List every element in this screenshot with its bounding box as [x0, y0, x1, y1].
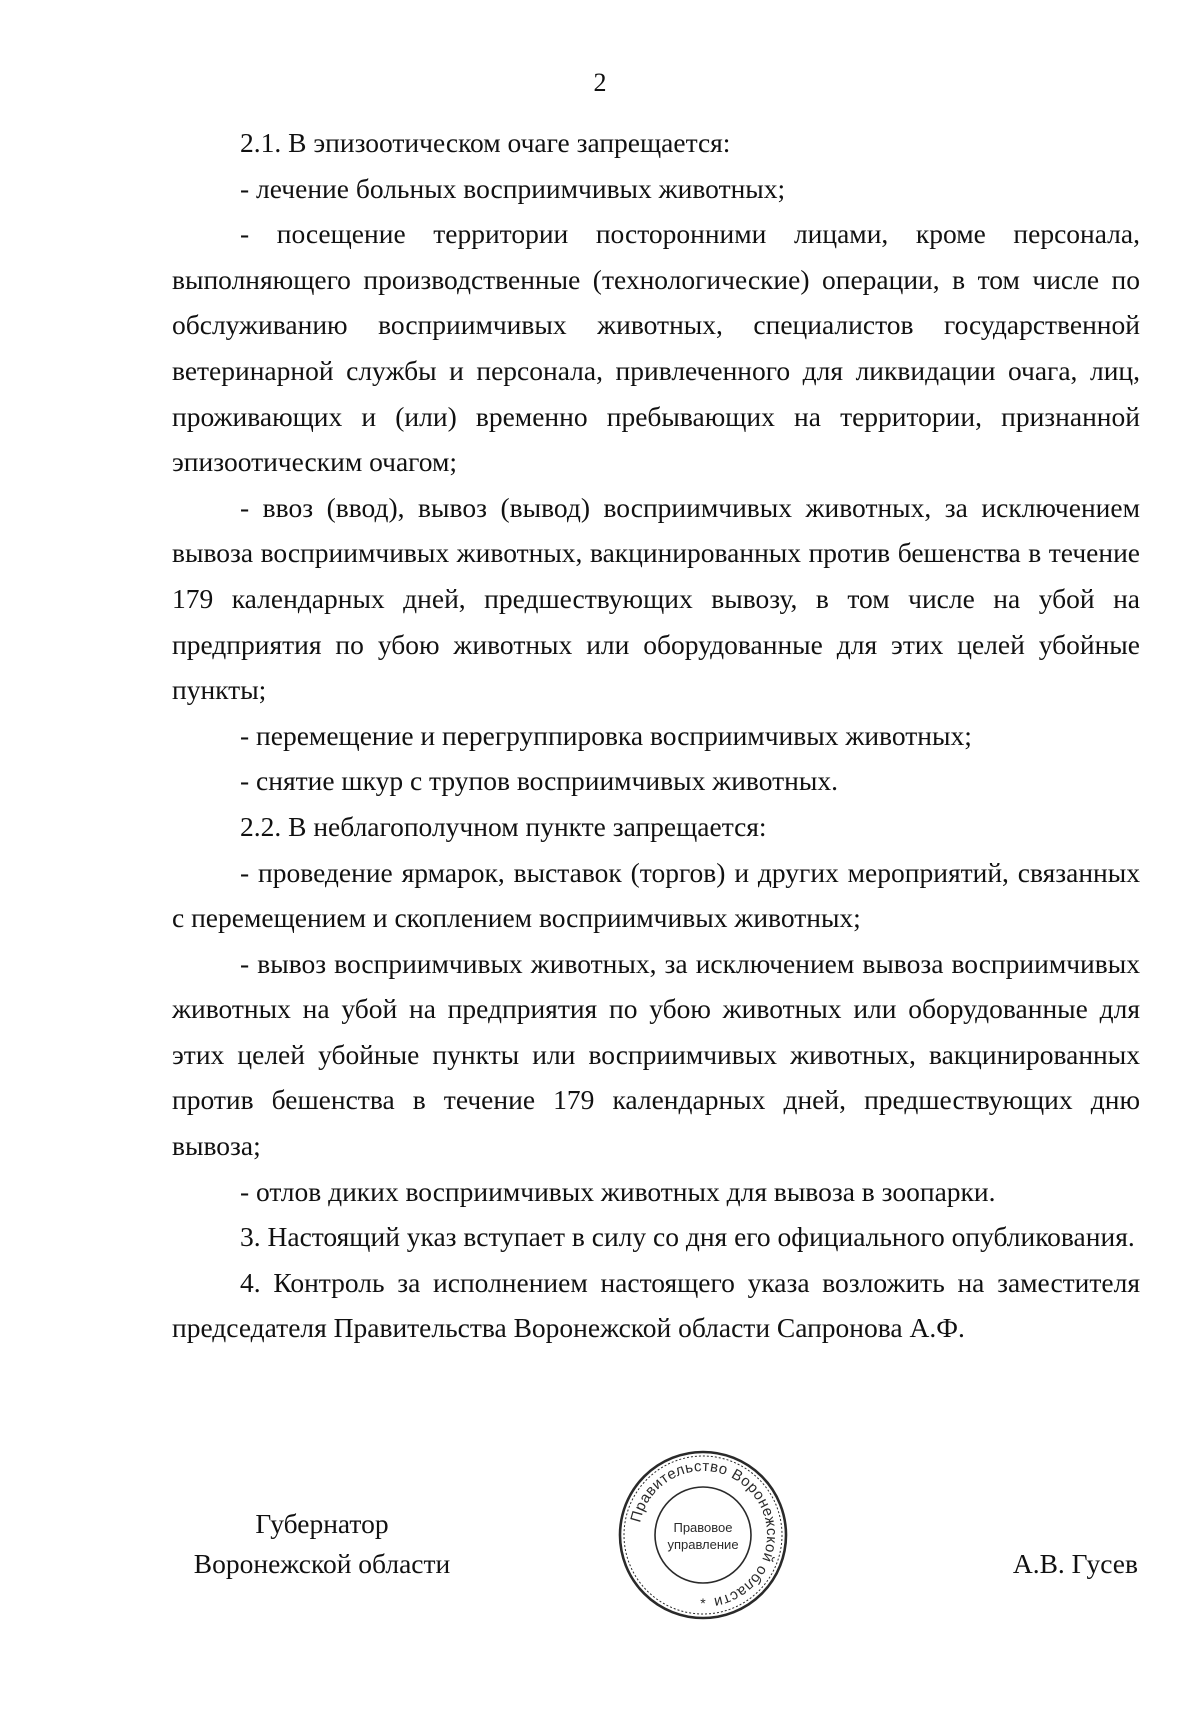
clause-2-1-item-treatment: - лечение больных восприимчивых животных; [240, 172, 786, 204]
official-seal [616, 1448, 790, 1622]
clause-2-1-item-skinning: - снятие шкур с трупов восприимчивых животных. [240, 765, 838, 797]
clause-2-1-item-import-export: - ввоз (ввод), вывоз (вывод) восприимчивых животных, за исключением вывоза восприимчивых животных, вакцинированных против бешенства в течение 179 календарных дней, предшествующих вывозу, в том числе на убой на предприятия по убою животных или оборудованные для этих целей убойные пункты; [172, 491, 1140, 706]
clause-2-2-item-export: - вывоз восприимчивых животных, за исключением вывоза восприимчивых животных на убой на предприятия по убою животных или оборудованные для этих целей убойные пункты или восприимчивых животных, вакцинированных против бешенства в течение 179 календарных дней, предшествующих дню вывоза; [172, 947, 1140, 1162]
seal-center-line2: управление [667, 1537, 739, 1552]
signatory-title [172, 1504, 472, 1584]
clause-4: 4. Контроль за исполнением настоящего указа возложить на заместителя председателя Правительства Воронежской области Сапронова А.Ф. [172, 1266, 1140, 1344]
clause-2-1-heading: 2.1. В эпизоотическом очаге запрещается: [240, 127, 731, 158]
signatory-title-line2: Воронежской области [193, 1548, 451, 1579]
clause-2-1-item-movement: - перемещение и перегруппировка восприимчивых животных; [240, 719, 972, 751]
seal-graphic [616, 1448, 790, 1622]
clause-2-1-item-visits: - посещение территории посторонними лицами, кроме персонала, выполняющего производственные (технологические) операции, в том числе по обслуживанию восприимчивых животных, специалистов государственной ветеринарной службы и персонала, привлеченного для ликвидации очага, лиц, проживающих и (или) временно пребывающих на территории, признанной эпизоотическим очагом; [172, 218, 1140, 478]
signature-block [0, 1457, 1200, 1646]
clause-2-2-heading: 2.2. В неблагополучном пункте запрещается: [240, 810, 767, 842]
clause-2-2-item-fairs: - проведение ярмарок, выставок (торгов) и других мероприятий, связанных с перемещением и скоплением восприимчивых животных; [172, 856, 1140, 934]
seal-inner-ring [655, 1487, 751, 1583]
page-number: 2 [593, 68, 607, 97]
signatory-name: А.В. Гусев [1012, 1548, 1138, 1579]
seal-ring-text: Правительство Воронежской области [627, 1457, 781, 1612]
seal-outer-ring [620, 1452, 786, 1618]
document-body [172, 120, 1140, 1351]
seal-star: * [700, 1595, 706, 1611]
clause-3: 3. Настоящий указ вступает в силу со дня его официального опубликования. [240, 1221, 1135, 1253]
clause-2-2-item-capture: - отлов диких восприимчивых животных для вывоза в зоопарки. [240, 1175, 996, 1207]
signatory-title-line1: Губернатор [255, 1508, 389, 1539]
seal-center-line1: Правовое [673, 1520, 733, 1535]
seal-dotted-ring [624, 1456, 782, 1614]
